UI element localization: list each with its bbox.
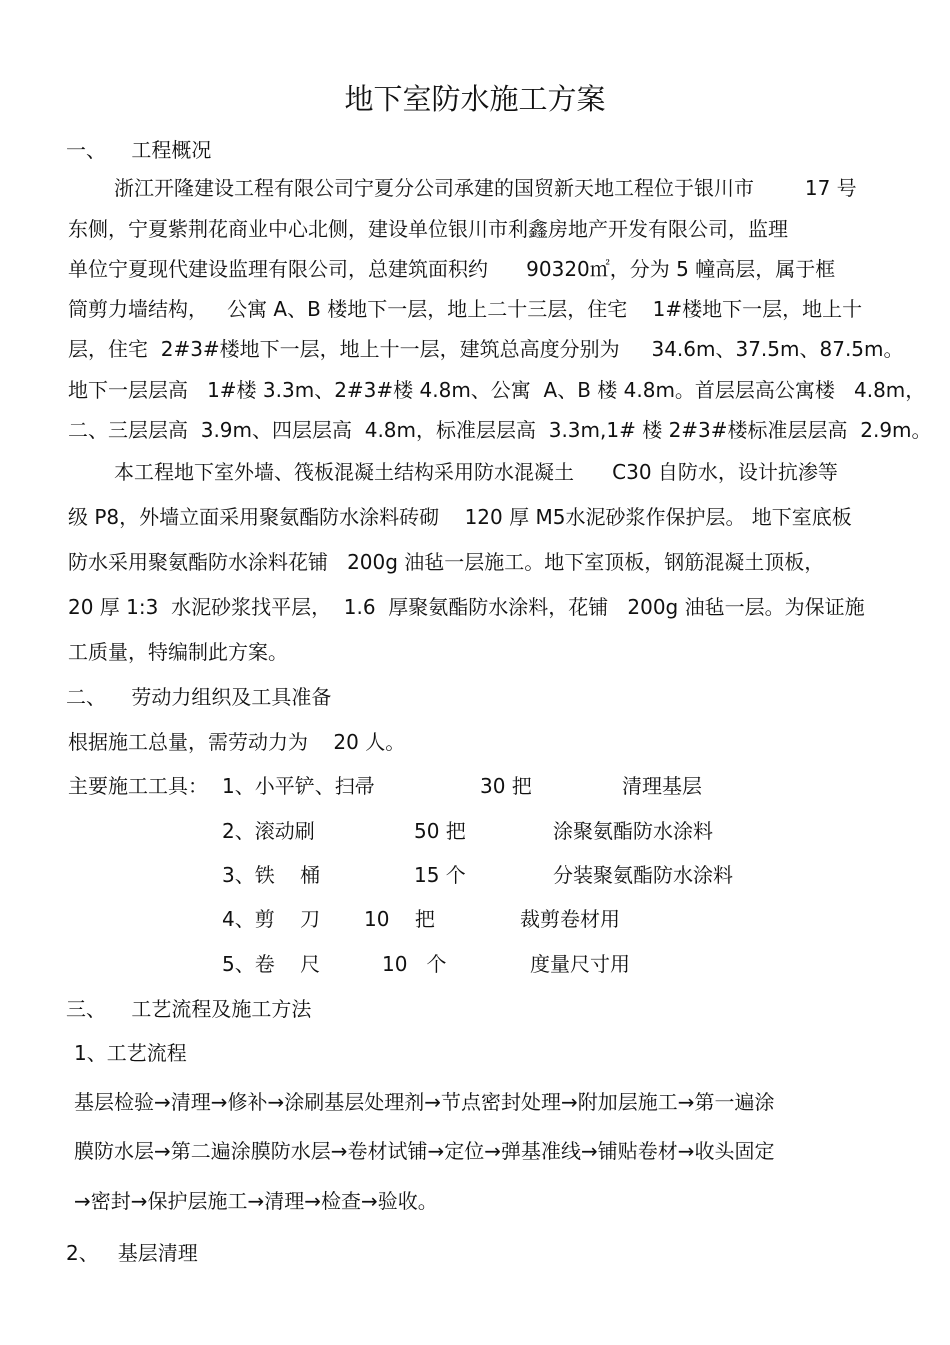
paragraph-line: 级 P8，外墙立面采用聚氨酯防水涂料砖砌 120 厚 M5水泥砂浆作保护层。 地下室底板 — [68, 505, 852, 529]
labor-line: 根据施工总量，需劳动力为 20 人。 — [68, 730, 406, 754]
tool-use: 分装聚氨酯防水涂料 — [553, 863, 733, 887]
paragraph-line: 东侧，宁夏紫荆花商业中心北侧，建设单位银川市利鑫房地产开发有限公司，监理 — [68, 217, 788, 241]
paragraph-line: 20 厚 1:3 水泥砂浆找平层， 1.6 厚聚氨酯防水涂料，花铺 200g 油毡一层。为保证施 — [68, 595, 865, 619]
section-3-heading: 三、 工艺流程及施工方法 — [66, 997, 312, 1021]
paragraph-line: 防水采用聚氨酯防水涂料花铺 200g 油毡一层施工。地下室顶板，钢筋混凝土顶板， — [68, 550, 825, 574]
tool-use: 清理基层 — [622, 774, 702, 798]
tool-quantity: 30 把 — [480, 774, 532, 798]
paragraph-line: 工质量，特编制此方案。 — [68, 640, 288, 664]
tool-name: 3、铁 桶 — [222, 863, 321, 887]
tool-use: 裁剪卷材用 — [520, 907, 620, 931]
tool-name: 1、小平铲、扫帚 — [222, 774, 375, 798]
document-title: 地下室防水施工方案 — [344, 82, 606, 116]
subsection-heading: 2、 基层清理 — [66, 1241, 198, 1265]
tool-use: 涂聚氨酯防水涂料 — [553, 819, 713, 843]
section-1-heading: 一、 工程概况 — [66, 138, 212, 162]
tool-name: 5、卷 尺 — [222, 952, 321, 976]
section-2-heading: 二、 劳动力组织及工具准备 — [66, 685, 332, 709]
paragraph-line: 本工程地下室外墙、筏板混凝土结构采用防水混凝土 C30 自防水，设计抗渗等 — [114, 460, 838, 484]
tool-quantity: 10 把 — [364, 907, 435, 931]
tool-quantity: 50 把 — [414, 819, 466, 843]
tool-use: 度量尺寸用 — [530, 952, 630, 976]
flow-line: 基层检验→清理→修补→涂刷基层处理剂→节点密封处理→附加层施工→第一遍涂 — [74, 1090, 775, 1114]
paragraph-line: 单位宁夏现代建设监理有限公司，总建筑面积约 90320㎡，分为 5 幢高层，属于框 — [68, 257, 836, 281]
subsection-heading: 1、工艺流程 — [74, 1041, 187, 1065]
tool-quantity: 15 个 — [414, 863, 466, 887]
flow-line: →密封→保护层施工→清理→检查→验收。 — [74, 1189, 438, 1213]
paragraph-line: 筒剪力墙结构， 公寓 A、B 楼地下一层，地上二十三层，住宅 1#楼地下一层，地上十 — [68, 297, 863, 321]
paragraph-line: 地下一层层高 1#楼 3.3m、2#3#楼 4.8m、公寓 A、B 楼 4.8m。首层层高公寓楼 4.8m， — [68, 378, 926, 402]
tool-name: 2、滚动刷 — [222, 819, 315, 843]
tool-name: 4、剪 刀 — [222, 907, 321, 931]
flow-line: 膜防水层→第二遍涂膜防水层→卷材试铺→定位→弹基准线→铺贴卷材→收头固定 — [74, 1139, 775, 1163]
tools-label: 主要施工工具： — [68, 774, 208, 798]
paragraph-line: 浙江开隆建设工程有限公司宁夏分公司承建的国贸新天地工程位于银川市 17 号 — [114, 176, 857, 200]
tool-quantity: 10 个 — [382, 952, 447, 976]
paragraph-line: 层，住宅 2#3#楼地下一层，地上十一层，建筑总高度分别为 34.6m、37.5m、87.5m。 — [68, 337, 904, 361]
paragraph-line: 二、三层层高 3.9m、四层层高 4.8m，标准层层高 3.3m,1# 楼 2#3#楼标准层层高 2.9m。 — [68, 418, 932, 442]
